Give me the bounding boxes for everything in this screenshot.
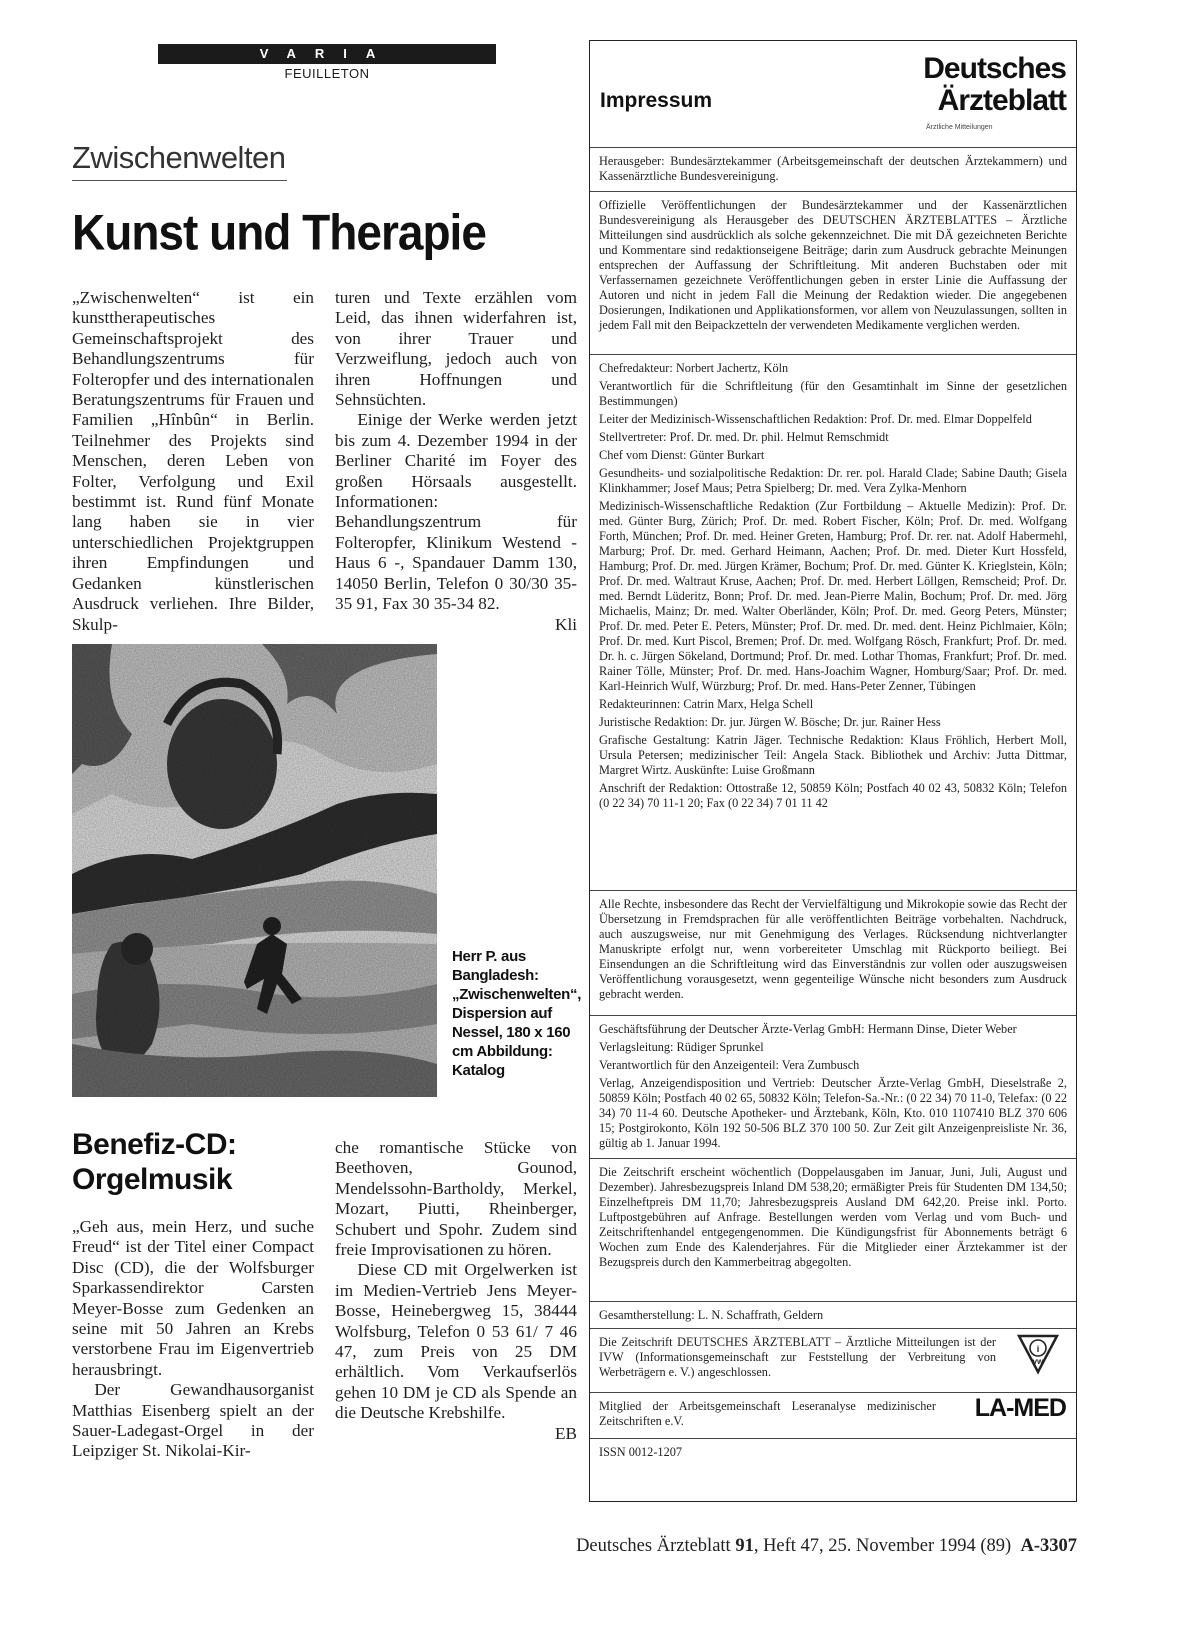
impressum-title: Impressum bbox=[600, 89, 713, 112]
article2-column-2 bbox=[335, 1138, 577, 1444]
impressum-line: Verantwortlich für den Anzeigenteil: Vera Zumbusch bbox=[599, 1058, 860, 1072]
impressum-offiziell bbox=[590, 191, 1076, 336]
impressum-text: Offizielle Veröffentlichungen der Bundesärztekammer und der Kassenärztlichen Bundesvereinigung als Herausgeber des DEUTSCHEN ÄRZTEBLATTES – Ärztliche Mitteilungen sind ausdrücklich als solche gekennzeichnet. Die mit DÄ gezeichneten Berichte und Kommentare sind redaktionseigene Beiträge; darin zum Ausdruck gebrachte Meinungen entsprechen der Auffassung der Schriftleitung. Mit anderen Buchstaben oder mit Verfassernamen gezeichnete Veröffentlichungen geben in erster Linie die Auffassung der Autoren und nicht in jedem Fall die Meinung der Redaktion wieder. Die angegebenen Dosierungen, Indikationen und Applikationsformen, vor allem von Neuzulassungen, sollten in jedem Fall mit den Beipackzetteln der verwendeten Medikamente verglichen werden. bbox=[599, 198, 1067, 332]
article-kicker: Zwischenwelten bbox=[72, 140, 286, 175]
kicker-rule bbox=[72, 180, 287, 181]
article1-paragraph: Einige der Werke werden jetzt bis zum 4. Dezember 1994 in der Berliner Charité im Foyer des großen Hörsaals ausgestellt. Informationen: Behandlungszentrum für Folteropfer, Klinikum Westend -Haus 6 -, Spandauer Damm 130, 14050 Berlin, Telefon 0 30/30 35-35 91, Fax 30 35-34 82. bbox=[335, 410, 577, 614]
impressum-box bbox=[589, 40, 1077, 1502]
impressum-line: Verlagsleitung: Rüdiger Sprunkel bbox=[599, 1040, 764, 1054]
brand-subtitle: Ärztliche Mitteilungen bbox=[926, 124, 993, 131]
impressum-line: Redakteurinnen: Catrin Marx, Helga Schell bbox=[599, 697, 814, 711]
artwork-image bbox=[72, 644, 437, 1097]
impressum-line: Stellvertreter: Prof. Dr. med. Dr. phil. Helmut Remschmidt bbox=[599, 430, 889, 444]
page-footer bbox=[536, 1536, 1077, 1557]
impressum-text: Die Zeitschrift erscheint wöchentlich (Doppelausgaben im Januar, Juni, Juli, August und Dezember). Jahresbezugspreis Inland DM 538,20; ermäßigter Preis für Studenten DM 134,50; Einzelheftpreis DM 11,70; Jahresbezugspreis Ausland DM 642,20. Preise inkl. Porto. Luftpostgebühren auf Anfrage. Bestellungen werden vom Verlag und vom Buch- und Zeitschriftenhandel entgegengenommen. Die Kündigungsfrist für Abonnements beträgt 6 Wochen zum Ende des Kalenderjahres. Für die Mitglieder einer Ärztekammer ist der Bezugspreis durch den Kammerbeitrag abgegolten. bbox=[599, 1165, 1067, 1269]
article2-paragraph: „Geh aus, mein Herz, und suche Freud“ ist der Titel einer Compact Disc (CD), die der Wolfsburger Sparkassendirektor Carsten Meyer-Bosse zum Gedenken an seine mit 50 Jahren an Krebs verstorbene Frau im Eigenvertrieb herausbringt. bbox=[72, 1217, 314, 1379]
impressum-line: Verlag, Anzeigendisposition und Vertrieb: Deutscher Ärzte-Verlag GmbH, Dieselstraße 2, 50859 Köln; Postfach 40 02 65, 50832 Köln; Telefon-Sa.-Nr.: (0 22 34) 70 11-0, Telefax: (0 22 34) 70 11-4 60. Deutsche Apotheker- und Ärztebank, Köln, Kto. 010 1107410 BLZ 370 606 15; Postgirokonto, Köln 192 50-506 BLZ 370 100 50. Zur Zeit gilt Anzeigenpreisliste Nr. 36, gültig ab 1. Januar 1994. bbox=[599, 1076, 1067, 1150]
impressum-text: Alle Rechte, insbesondere das Recht der Vervielfältigung und Mikrokopie sowie das Recht der Übersetzung in Fremdsprachen für alle veröffentlichten Beiträge vorbehalten. Nachdruck, auch auszugsweise, nur mit Genehmigung des Verlages. Rücksendung nichtverlangter Manuskripte erfolgt nur, wenn vorbereiteter Umschlag mit Rückporto beiliegt. Bei Einsendungen an die Schriftleitung wird das Einverständnis zur vollen oder auszugsweisen Veröffentlichung vorausgesetzt, wenn gegenteilige Wünsche nicht besonders zum Ausdruck gebracht werden. bbox=[599, 897, 1067, 1001]
svg-text:i: i bbox=[1036, 1344, 1040, 1354]
impressum-text: Die Zeitschrift DEUTSCHES ÄRZTEBLATT – Ärztliche Mitteilungen ist der IVW (Informationsgemeinschaft zur Feststellung der Verbreitung von Werbeträgern e. V.) angeschlossen. bbox=[599, 1335, 996, 1379]
footer-volume: 91 bbox=[735, 1536, 754, 1556]
impressum-line: Medizinisch-Wissenschaftliche Redaktion (Zur Fortbildung – Aktuelle Medizin): Prof. Dr. med. Günter Burg, Zürich; Prof. Dr. med. Robert Fischer, Köln; Prof. Dr. med. Wolfgang Forth, München; Prof. Dr. med. Heiner Greten, Hamburg; Prof. Dr. rer. nat. Adolf Habermehl, Marburg; Prof. Dr. med. Gerhard Heimann, Aachen; Prof. Dr. med. Dieter Kurt Hossfeld, Hamburg; Prof. Dr. med. Jürgen Krämer, Bochum; Prof. Dr. med. Günter K. Krieglstein, Köln; Prof. Dr. med. Waltraut Kruse, Aachen; Prof. Dr. med. Herbert Löllgen, Remscheid; Prof. Dr. med. Berndt Lüderitz, Bonn; Prof. Dr. med. Jean-Pierre Malin, Bochum; Prof. Dr. med. Jörg Michaelis, Mainz; Dr. med. Walter Oberländer, Köln; Prof. Dr. med. Georg Peters, Münster; Prof. Dr. med. Peter E. Peters, Münster; Prof. Dr. med. Dr. med. dent. Heinz Pichlmaier, Köln; Prof. Dr. med. Kurt Piscol, Bremen; Prof. Dr. med. Wolfgang Rösch, Frankfurt; Prof. Dr. med. Dr. h. c. Jürgen Sökeland, Dortmund; Prof. Dr. med. Lothar Thomas, Frankfurt; Prof. Dr. med. Rainer Tölle, Münster; Prof. Dr. med. Hans-Joachim Wagner, Homburg/Saar; Prof. Dr. med. Karl-Heinrich Wulf, Würzburg; Prof. Dr. med. Hans-Peter Zenner, Tübingen bbox=[599, 499, 1067, 693]
article1-column-2 bbox=[335, 288, 577, 635]
impressum-text: Mitglied der Arbeitsgemeinschaft Leseranalyse medizinischer Zeitschriften e.V. bbox=[599, 1399, 936, 1428]
impressum-verlag bbox=[590, 1015, 1076, 1154]
impressum-text: Herausgeber: Bundesärztekammer (Arbeitsgemeinschaft der deutschen Ärztekammern) und Kassenärztliche Bundesvereinigung. bbox=[599, 154, 1067, 183]
impressum-rechte bbox=[590, 890, 1076, 1005]
subsection-label: FEUILLETON bbox=[284, 66, 370, 81]
ivw-logo-icon bbox=[1016, 1333, 1060, 1375]
footer-page-number: A-3307 bbox=[1020, 1536, 1077, 1556]
impressum-line: Leiter der Medizinisch-Wissenschaftlichen Redaktion: Prof. Dr. med. Elmar Doppelfeld bbox=[599, 412, 1032, 426]
impressum-line: Chefredakteur: Norbert Jachertz, Köln bbox=[599, 361, 789, 375]
article2-paragraph: Der Gewandhausorganist Matthias Eisenberg spielt an der Sauer-Ladegast-Orgel in der Leipziger St. Nikolai-Kir- bbox=[72, 1380, 314, 1461]
impressum-text: Gesamtherstellung: L. N. Schaffrath, Geldern bbox=[599, 1308, 824, 1322]
article1-column-1 bbox=[72, 288, 314, 635]
impressum-header bbox=[590, 41, 1076, 147]
article2-headline: Benefiz-CD: Orgelmusik bbox=[72, 1128, 237, 1196]
impressum-erscheinung bbox=[590, 1158, 1076, 1273]
impressum-line: Juristische Redaktion: Dr. jur. Jürgen W. Bösche; Dr. jur. Rainer Hess bbox=[599, 715, 941, 729]
impressum-herstellung bbox=[590, 1301, 1076, 1326]
article1-paragraph: turen und Texte erzählen vom Leid, das ihnen widerfahren ist, von ihrer Trauer und Verzweiflung, jedoch auch von ihren Hoffnungen und Sehnsüchten. bbox=[335, 288, 577, 410]
footer-issue: , Heft 47, 25. November 1994 (89) bbox=[753, 1536, 1012, 1556]
impressum-line: Anschrift der Redaktion: Ottostraße 12, 50859 Köln; Postfach 40 02 43, 50832 Köln; Telefon (0 22 34) 70 11-1 20; Fax (0 22 34) 7 01 11 42 bbox=[599, 781, 1067, 810]
lamed-logo: LA-MED bbox=[974, 1394, 1066, 1422]
impressum-line: Geschäftsführung der Deutscher Ärzte-Verlag GmbH: Hermann Dinse, Dieter Weber bbox=[599, 1022, 1017, 1036]
impressum-line: Grafische Gestaltung: Katrin Jäger. Technische Redaktion: Klaus Fröhlich, Herbert Moll, Ursula Petersen; medizinischer Teil: Angela Stack. Bibliothek und Archiv: Jutta Dittmar, Margret Wirtz. Auskünfte: Luise Großmann bbox=[599, 733, 1067, 777]
section-bar: VARIA bbox=[158, 44, 496, 64]
brand-logo-line1: Deutsches bbox=[923, 52, 1066, 85]
brand-logo-line2: Ärzteblatt bbox=[937, 84, 1066, 117]
article2-paragraph: che romantische Stücke von Beethoven, Gounod, Mendelssohn-Bartholdy, Merkel, Mozart, Piutti, Rheinberger, Schubert und Spohr. Zudem sind freie Improvisationen zu hören. bbox=[335, 1138, 577, 1260]
article-headline: Kunst und Therapie bbox=[72, 204, 486, 261]
svg-text:vw: vw bbox=[1032, 1357, 1044, 1366]
article2-paragraph: Diese CD mit Orgelwerken ist im Medien-Vertrieb Jens Meyer-Bosse, Heinebergweg 15, 38444 Wolfsburg, Telefon 0 53 61/ 7 46 47, zum Preis von 25 DM erhältlich. Vom Verkaufserlös gehen 10 DM je CD als Spende an die Deutsche Krebshilfe. bbox=[335, 1260, 577, 1423]
impressum-issn bbox=[590, 1438, 1076, 1463]
impressum-ivw bbox=[590, 1328, 1076, 1392]
image-caption: Herr P. aus Bangladesh: „Zwischenwelten“, Dispersion auf Nessel, 180 x 160 cm Abbildung: Katalog bbox=[452, 948, 582, 1079]
impressum-text: ISSN 0012-1207 bbox=[599, 1445, 683, 1459]
article2-signature: EB bbox=[555, 1423, 577, 1443]
impressum-herausgeber bbox=[590, 147, 1076, 187]
impressum-lamed bbox=[590, 1392, 1076, 1438]
impressum-line: Chef vom Dienst: Günter Burkart bbox=[599, 448, 765, 462]
article1-paragraph: „Zwischenwelten“ ist ein kunsttherapeutisches Gemeinschaftsprojekt des Behandlungszentrums für Folteropfer und des internationalen Beratungszentrums für Frauen und Familien „Hînbûn“ in Berlin. Teilnehmer des Projekts sind Menschen, deren Leben von Folter, Verfolgung und Exil bestimmt ist. Rund fünf Monate lang haben sie in vier unterschiedlichen Projektgruppen ihren Empfindungen und Gedanken künstlerischen Ausdruck verliehen. Ihre Bilder, Skulp- bbox=[72, 288, 314, 634]
impressum-line: Verantwortlich für die Schriftleitung (für den Gesamtinhalt im Sinne der gesetzlichen Bestimmungen) bbox=[599, 379, 1067, 408]
impressum-redaktion bbox=[590, 354, 1076, 814]
article1-signature: Kli bbox=[555, 614, 577, 634]
footer-journal: Deutsches Ärzteblatt bbox=[576, 1536, 731, 1556]
article2-column-1 bbox=[72, 1217, 314, 1462]
impressum-line: Gesundheits- und sozialpolitische Redaktion: Dr. rer. pol. Harald Clade; Sabine Dauth; Gisela Klinkhammer; Josef Maus; Petra Spielberg; Dr. med. Vera Zylka-Menhorn bbox=[599, 466, 1067, 495]
